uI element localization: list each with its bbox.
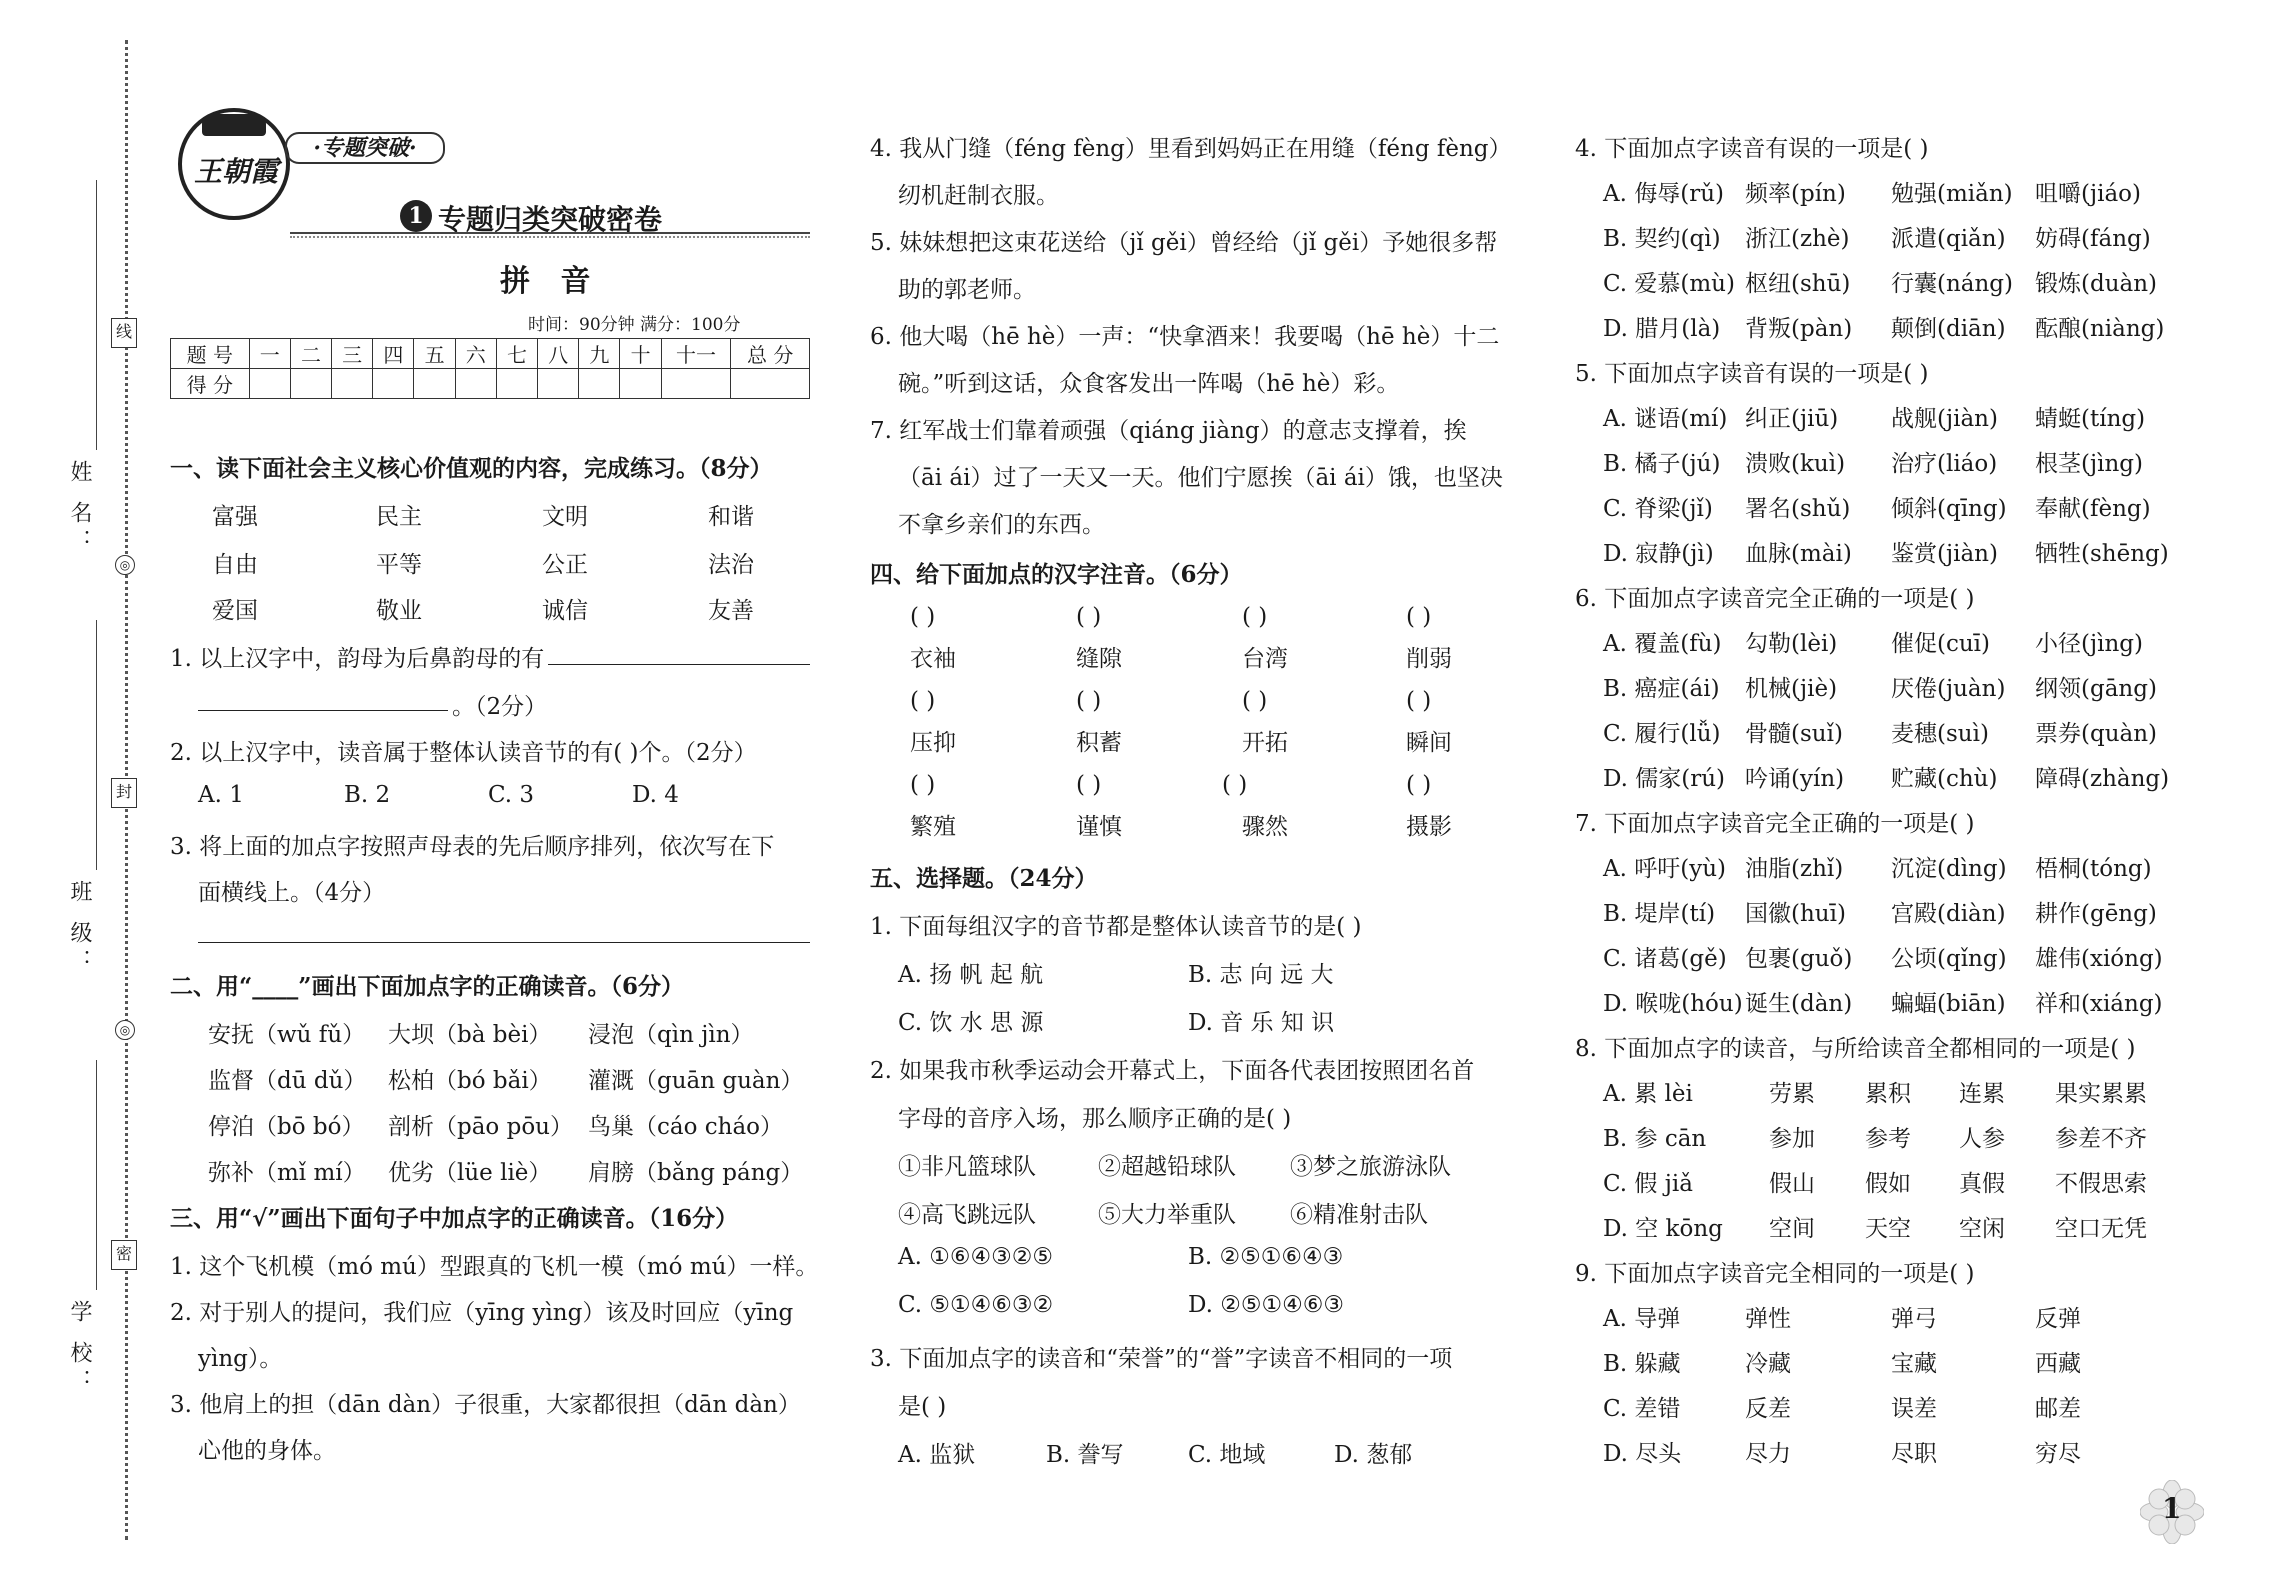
option-word: 署名(shǔ)	[1745, 496, 1851, 522]
option-word: 尽力	[1745, 1441, 1791, 1467]
sentence[interactable]: （āi ái）过了一天又一天。他们宁愿挨（āi ái）饿，也坚决	[898, 465, 1503, 491]
option[interactable]: C. 脊梁(jǐ)	[1603, 496, 1713, 522]
option-word: 行囊(náng)	[1891, 271, 2014, 297]
option-word: 国徽(huī)	[1745, 901, 1846, 927]
option-word: 西藏	[2035, 1351, 2081, 1377]
option-word: 尽职	[1891, 1441, 1937, 1467]
option-word: 奉献(fèng)	[2035, 496, 2151, 522]
option-word: 小径(jìng)	[2035, 631, 2143, 657]
sentence[interactable]: 5. 妹妹想把这束花送给（jǐ gěi）曾经给（jǐ gěi）予她很多帮	[870, 230, 1498, 256]
sentence[interactable]: 2. 对于别人的提问，我们应（yīng yìng）该及时回应（yīng	[170, 1300, 794, 1326]
pinyin-item[interactable]: 大坝（bà bèi）	[388, 1022, 552, 1048]
option[interactable]: D. 4	[632, 782, 679, 808]
table-cell: 五	[414, 339, 455, 369]
paper-title: 专题归类突破密卷	[438, 203, 663, 236]
option-word: 厌倦(juàn)	[1891, 676, 2006, 702]
option-word: 包裹(guǒ)	[1745, 946, 1853, 972]
pinyin-item[interactable]: 浸泡（qìn jìn）	[588, 1022, 754, 1048]
question: 是( )	[898, 1394, 947, 1420]
option[interactable]: D. ②⑤①④⑥③	[1188, 1292, 1344, 1318]
school-label: 学 校：	[67, 1300, 92, 1397]
option-word: 票券(quàn)	[2035, 721, 2158, 747]
option-word: 机械(jiè)	[1745, 676, 1838, 702]
answer-line[interactable]	[198, 710, 448, 711]
question: 2. 以上汉字中，读音属于整体认读音节的有( )个。（2分）	[170, 740, 757, 766]
table-cell: 八	[538, 339, 579, 369]
option[interactable]: A. 累 lèi	[1603, 1081, 1693, 1107]
score-cell[interactable]	[579, 369, 620, 399]
team-item: ⑥精准射击队	[1290, 1202, 1428, 1228]
option[interactable]: A. 侮辱(rǔ)	[1603, 181, 1724, 207]
sentence[interactable]: 1. 这个飞机模（mó mú）型跟真的飞机一模（mó mú）一样。	[170, 1254, 819, 1280]
option[interactable]: A. ①⑥④③②⑤	[898, 1244, 1053, 1270]
question: 2. 如果我市秋季运动会开幕式上，下面各代表团按照团名首	[870, 1058, 1475, 1084]
option-word: 参加	[1769, 1126, 1815, 1152]
option[interactable]: D. 音 乐 知 识	[1188, 1010, 1335, 1036]
word: 文明	[542, 504, 588, 530]
team-item: ④高飞跳远队	[898, 1202, 1036, 1228]
option-word: 连累	[1959, 1081, 2005, 1107]
word: 衣袖	[910, 646, 956, 672]
seal-xian: 线	[111, 318, 137, 348]
option[interactable]: C. 诸葛(gě)	[1603, 946, 1727, 972]
option[interactable]: A. 导弹	[1603, 1306, 1681, 1332]
answer-line[interactable]	[198, 942, 810, 943]
option-word: 假山	[1769, 1171, 1815, 1197]
word: 友善	[708, 598, 754, 624]
option-word: 背叛(pàn)	[1745, 316, 1853, 342]
option-word: 麦穗(suì)	[1891, 721, 1989, 747]
sentence: 不拿乡亲们的东西。	[898, 512, 1105, 538]
option-word: 不假思索	[2055, 1171, 2147, 1197]
question: 6. 下面加点字读音完全正确的一项是( )	[1575, 586, 1975, 612]
option-word: 假如	[1865, 1171, 1911, 1197]
knot-icon: ◎	[115, 555, 135, 575]
section-5-title: 五、选择题。（24分）	[870, 865, 1098, 892]
class-field[interactable]	[96, 620, 97, 870]
word: 诚信	[542, 598, 588, 624]
option[interactable]: B. 志 向 远 大	[1188, 962, 1334, 988]
option-word: 勾勒(lèi)	[1745, 631, 1838, 657]
option-word: 反差	[1745, 1396, 1791, 1422]
option-word: 贮藏(chù)	[1891, 766, 1998, 792]
exam-meta: 时间：90分钟 满分：100分	[528, 315, 741, 335]
option-word: 战舰(jiàn)	[1891, 406, 1998, 432]
option[interactable]: A. 扬 帆 起 航	[898, 962, 1044, 988]
seal-mi: 密	[111, 1240, 137, 1270]
option-word: 派遣(qiǎn)	[1891, 226, 2006, 252]
pinyin-item[interactable]: 优劣（lüe liè）	[388, 1160, 552, 1186]
seal-feng: 封	[111, 778, 137, 808]
question: 9. 下面加点字读音完全相同的一项是( )	[1575, 1261, 1975, 1287]
word: 台湾	[1242, 646, 1288, 672]
table-row	[171, 339, 810, 369]
option[interactable]: D. 喉咙(hóu)	[1603, 991, 1743, 1017]
option-word: 吟诵(yín)	[1745, 766, 1845, 792]
team-item: ⑤大力举重队	[1098, 1202, 1236, 1228]
question: 面横线上。（4分）	[198, 880, 386, 906]
option[interactable]: A. 1	[198, 782, 244, 808]
word: 和谐	[708, 504, 754, 530]
option[interactable]: B. 堤岸(tí)	[1603, 901, 1716, 927]
table-cell: 得 分	[171, 369, 250, 399]
option-word: 障碍(zhàng)	[2035, 766, 2170, 792]
option-word: 沉淀(dìng)	[1891, 856, 2007, 882]
option[interactable]: B. 参 cān	[1603, 1126, 1707, 1152]
option[interactable]: D. 葱郁	[1334, 1442, 1413, 1468]
name-field[interactable]	[96, 180, 97, 450]
table-cell: 十一	[661, 339, 731, 369]
question: 7. 下面加点字读音完全正确的一项是( )	[1575, 811, 1975, 837]
option-word: 催促(cuī)	[1891, 631, 1990, 657]
question: 1. 以上汉字中，韵母为后鼻韵母的有	[170, 646, 545, 672]
word: 民主	[376, 504, 422, 530]
score-cell[interactable]	[332, 369, 373, 399]
question: 3. 将上面的加点字按照声母表的先后顺序排列，依次写在下	[170, 834, 775, 860]
pinyin-blank[interactable]: ( )	[1406, 772, 1432, 798]
table-cell: 六	[455, 339, 496, 369]
class-label: 班 级：	[67, 880, 92, 977]
table-cell: 九	[579, 339, 620, 369]
option-word: 频率(pín)	[1745, 181, 1846, 207]
title-rule	[290, 232, 810, 238]
option-word: 纲领(gāng)	[2035, 676, 2157, 702]
pinyin-blank[interactable]: ( )	[1242, 604, 1268, 630]
option-word: 穷尽	[2035, 1441, 2081, 1467]
question: 1. 下面每组汉字的音节都是整体认读音节的是( )	[870, 914, 1362, 940]
section-number: 1	[400, 200, 432, 232]
pinyin-blank[interactable]: ( )	[910, 688, 936, 714]
option-word: 空间	[1769, 1216, 1815, 1242]
pinyin-item[interactable]: 安抚（wǔ fǔ）	[208, 1022, 366, 1048]
pinyin-blank[interactable]: ( )	[1222, 772, 1248, 798]
word: 繁殖	[910, 814, 956, 840]
option[interactable]: A. 谜语(mí)	[1603, 406, 1728, 432]
option[interactable]: A. 呼吁(yù)	[1603, 856, 1726, 882]
word: 平等	[376, 552, 422, 578]
option-word: 骨髓(suǐ)	[1745, 721, 1843, 747]
question: 4. 下面加点字读音有误的一项是( )	[1575, 136, 1929, 162]
question: 字母的音序入场，那么顺序正确的是( )	[898, 1106, 1292, 1132]
page-number: 1	[2162, 1492, 2182, 1525]
brand-name: 王朝霞	[193, 155, 278, 188]
option-word: 勉强(miǎn)	[1891, 181, 2013, 207]
word: 公正	[542, 552, 588, 578]
option[interactable]: B. 契约(qì)	[1603, 226, 1721, 252]
pinyin-item[interactable]: 停泊（bō bó）	[208, 1114, 365, 1140]
option[interactable]: D. 尽头	[1603, 1441, 1682, 1467]
table-row	[171, 369, 810, 399]
option-word: 鉴赏(jiàn)	[1891, 541, 1998, 567]
team-item: ②超越铅球队	[1098, 1154, 1236, 1180]
score-cell[interactable]	[661, 369, 731, 399]
option-word: 牺牲(shēng)	[2035, 541, 2169, 567]
word: 法治	[708, 552, 754, 578]
option-word: 诞生(dàn)	[1745, 991, 1853, 1017]
option-word: 果实累累	[2055, 1081, 2147, 1107]
option[interactable]: A. 覆盖(fù)	[1603, 631, 1722, 657]
sentence[interactable]: 6. 他大喝（hē hè）一声：“快拿酒来！我要喝（hē hè）十二	[870, 324, 1500, 350]
option[interactable]: C. 饮 水 思 源	[898, 1010, 1044, 1036]
option[interactable]: C. 履行(lǚ)	[1603, 721, 1721, 747]
word: 骤然	[1242, 814, 1288, 840]
option-word: 倾斜(qīng)	[1891, 496, 2007, 522]
sentence[interactable]: yìng）。	[198, 1346, 283, 1372]
option-word: 祥和(xiáng)	[2035, 991, 2163, 1017]
pinyin-item[interactable]: 监督（dū dǔ）	[208, 1068, 367, 1094]
option-word: 妨碍(fáng)	[2035, 226, 2151, 252]
pinyin-blank[interactable]: ( )	[910, 604, 936, 630]
school-field[interactable]	[96, 1060, 97, 1290]
pinyin-blank[interactable]: ( )	[1076, 688, 1102, 714]
option[interactable]: B. 誊写	[1046, 1442, 1124, 1468]
question-tail: 。（2分）	[452, 694, 548, 720]
score-cell[interactable]	[414, 369, 455, 399]
section-1-title: 一、读下面社会主义核心价值观的内容，完成练习。（8分）	[170, 455, 773, 482]
score-cell[interactable]	[620, 369, 661, 399]
option[interactable]: C. ⑤①④⑥③②	[898, 1292, 1054, 1318]
option[interactable]: D. 儒家(rú)	[1603, 766, 1725, 792]
option-word: 参差不齐	[2055, 1126, 2147, 1152]
option-word: 纠正(jiū)	[1745, 406, 1839, 432]
option-word: 冷藏	[1745, 1351, 1791, 1377]
option[interactable]: B. ②⑤①⑥④③	[1188, 1244, 1344, 1270]
word: 敬业	[376, 598, 422, 624]
pinyin-item[interactable]: 弥补（mǐ mí）	[208, 1160, 366, 1186]
pinyin-blank[interactable]: ( )	[1406, 604, 1432, 630]
table-cell: 二	[290, 339, 331, 369]
option-word: 治疗(liáo)	[1891, 451, 1998, 477]
question: 5. 下面加点字读音有误的一项是( )	[1575, 361, 1929, 387]
option-word: 油脂(zhǐ)	[1745, 856, 1844, 882]
word: 谨慎	[1076, 814, 1122, 840]
pinyin-blank[interactable]: ( )	[1242, 688, 1268, 714]
option-word: 雄伟(xióng)	[2035, 946, 2163, 972]
option-word: 蝙蝠(biān)	[1891, 991, 2006, 1017]
option[interactable]: C. 3	[488, 782, 535, 808]
name-label: 姓 名：	[67, 460, 92, 557]
section-3-title: 三、用“√”画出下面句子中加点字的正确读音。（16分）	[170, 1205, 739, 1232]
option-word: 根茎(jìng)	[2035, 451, 2143, 477]
table-cell: 七	[496, 339, 537, 369]
score-cell[interactable]	[731, 369, 810, 399]
option-word: 人参	[1959, 1126, 2005, 1152]
sentence[interactable]: 心他的身体。	[198, 1438, 336, 1464]
table-cell: 一	[249, 339, 290, 369]
table-cell: 十	[620, 339, 661, 369]
word: 缝隙	[1076, 646, 1122, 672]
sentence[interactable]: 碗。”听到这话，众食客发出一阵喝（hē hè）彩。	[898, 371, 1400, 397]
option-word: 真假	[1959, 1171, 2005, 1197]
option-word: 血脉(mài)	[1745, 541, 1852, 567]
option-word: 颠倒(diān)	[1891, 316, 2006, 342]
pinyin-blank[interactable]: ( )	[1076, 604, 1102, 630]
option-word: 公顷(qǐng)	[1891, 946, 2007, 972]
word: 削弱	[1406, 646, 1452, 672]
option-word: 邮差	[2035, 1396, 2081, 1422]
score-cell[interactable]	[538, 369, 579, 399]
sentence: 助的郭老师。	[898, 277, 1036, 303]
sentence: 纫机赶制衣服。	[898, 183, 1059, 209]
option-word: 浙江(zhè)	[1745, 226, 1850, 252]
word: 摄影	[1406, 814, 1452, 840]
table-cell: 三	[332, 339, 373, 369]
option[interactable]: B. 癌症(ái)	[1603, 676, 1720, 702]
word: 富强	[212, 504, 258, 530]
sentence[interactable]: 7. 红军战士们靠着顽强（qiáng jiàng）的意志支撑着，挨	[870, 418, 1467, 444]
question: 3. 下面加点字的读音和“荣誉”的“誉”字读音不相同的一项	[870, 1346, 1453, 1372]
option[interactable]: C. 假 jiǎ	[1603, 1171, 1693, 1197]
pinyin-item[interactable]: 灌溉（guān guàn）	[588, 1068, 804, 1094]
pinyin-item[interactable]: 鸟巢（cáo cháo）	[588, 1114, 784, 1140]
table-cell: 四	[373, 339, 414, 369]
answer-line[interactable]	[548, 664, 810, 665]
team-item: ①非凡篮球队	[898, 1154, 1036, 1180]
option-word: 宫殿(diàn)	[1891, 901, 2006, 927]
sentence[interactable]: 4. 我从门缝（féng fèng）里看到妈妈正在用缝（féng fèng）	[870, 136, 1512, 162]
score-table	[170, 338, 810, 399]
question: 8. 下面加点字的读音，与所给读音全都相同的一项是( )	[1575, 1036, 2136, 1062]
word: 自由	[212, 552, 258, 578]
subject-title: 拼 音	[500, 264, 601, 299]
section-4-title: 四、给下面加点的汉字注音。（6分）	[870, 561, 1243, 588]
option-word: 咀嚼(jiáo)	[2035, 181, 2141, 207]
sentence[interactable]: 3. 他肩上的担（dān dàn）子很重，大家都很担（dān dàn）	[170, 1392, 801, 1418]
option-word: 空闲	[1959, 1216, 2005, 1242]
option-word: 蜻蜓(tíng)	[2035, 406, 2146, 432]
pinyin-item[interactable]: 松柏（bó bǎi）	[388, 1068, 552, 1094]
score-cell[interactable]	[455, 369, 496, 399]
crown-icon	[202, 114, 266, 136]
option-word: 劳累	[1769, 1081, 1815, 1107]
option-word: 累积	[1865, 1081, 1911, 1107]
topic-badge: ·专题突破·	[285, 132, 445, 164]
option-word: 溃败(kuì)	[1745, 451, 1846, 477]
word: 积蓄	[1076, 730, 1122, 756]
option[interactable]: C. 差错	[1603, 1396, 1681, 1422]
option[interactable]: D. 空 kōng	[1603, 1216, 1723, 1242]
option-word: 锻炼(duàn)	[2035, 271, 2158, 297]
option[interactable]: D. 寂静(jì)	[1603, 541, 1714, 567]
pinyin-blank[interactable]: ( )	[910, 772, 936, 798]
score-cell[interactable]	[496, 369, 537, 399]
score-cell[interactable]	[373, 369, 414, 399]
pinyin-blank[interactable]: ( )	[1076, 772, 1102, 798]
option-word: 天空	[1865, 1216, 1911, 1242]
option-word: 宝藏	[1891, 1351, 1937, 1377]
option-word: 误差	[1891, 1396, 1937, 1422]
option[interactable]: B. 躲藏	[1603, 1351, 1681, 1377]
option-word: 空口无凭	[2055, 1216, 2147, 1242]
table-cell: 题 号	[171, 339, 250, 369]
option-word: 枢纽(shū)	[1745, 271, 1851, 297]
score-cell[interactable]	[249, 369, 290, 399]
pinyin-item[interactable]: 肩膀（bǎng páng）	[588, 1160, 804, 1186]
knot-icon: ◎	[115, 1020, 135, 1040]
pinyin-blank[interactable]: ( )	[1406, 688, 1432, 714]
word: 爱国	[212, 598, 258, 624]
option-word: 参考	[1865, 1126, 1911, 1152]
word: 开拓	[1242, 730, 1288, 756]
option-word: 弹弓	[1891, 1306, 1937, 1332]
option-word: 梧桐(tóng)	[2035, 856, 2152, 882]
option[interactable]: B. 橘子(jú)	[1603, 451, 1721, 477]
option[interactable]: D. 腊月(là)	[1603, 316, 1721, 342]
option[interactable]: B. 2	[344, 782, 391, 808]
option-word: 酝酿(niàng)	[2035, 316, 2165, 342]
option-word: 反弹	[2035, 1306, 2081, 1332]
option-word: 耕作(gēng)	[2035, 901, 2157, 927]
team-item: ③梦之旅游泳队	[1290, 1154, 1451, 1180]
word: 瞬间	[1406, 730, 1452, 756]
word: 压抑	[910, 730, 956, 756]
section-2-title: 二、用“____”画出下面加点字的正确读音。（6分）	[170, 973, 684, 1000]
pinyin-item[interactable]: 剖析（pāo pōu）	[388, 1114, 573, 1140]
option[interactable]: C. 地域	[1188, 1442, 1266, 1468]
option-word: 弹性	[1745, 1306, 1791, 1332]
option[interactable]: A. 监狱	[898, 1442, 976, 1468]
option[interactable]: C. 爱慕(mù)	[1603, 271, 1735, 297]
table-cell: 总 分	[731, 339, 810, 369]
score-cell[interactable]	[290, 369, 331, 399]
brand-logo	[178, 108, 290, 220]
